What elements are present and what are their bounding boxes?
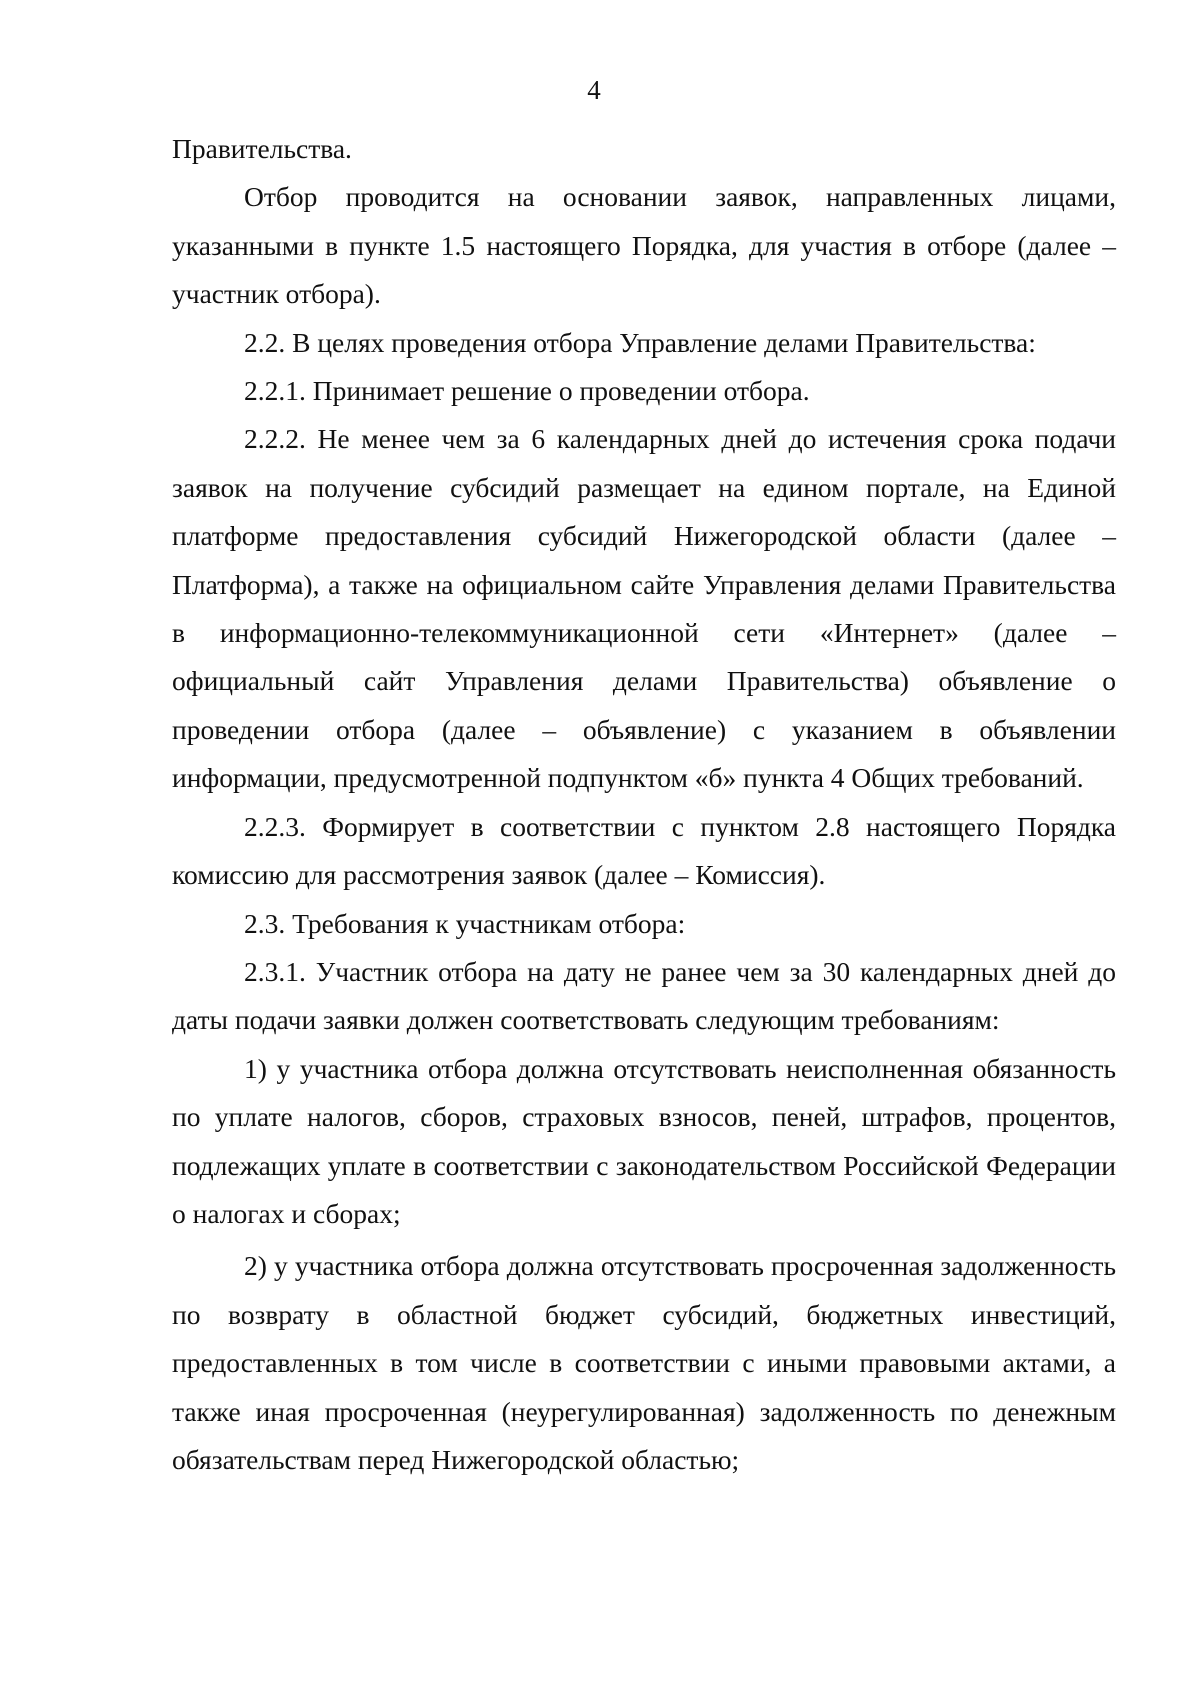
paragraph-2-2-1: 2.2.1. Принимает решение о проведении отбора.	[244, 375, 810, 407]
paragraph-2-2-2: 2.2.2. Не менее чем за 6 календарных дней до истечения срока подачи заявок на получение субсидий размещает на едином портале, на Единой платформе предоставления субсидий Нижегородской области (далее – Платформа), а также на официальном сайте Управления делами Правительства в информационно-телекоммуникационной сети «Интернет» (далее – официальный сайт Управления делами Правительства) объявление о проведении отбора (далее – объявление) с указанием в объявлении информации, предусмотренной подпунктом «б» пункта 4 Общих требований.	[172, 423, 1116, 794]
paragraph-2-3-1: 2.3.1. Участник отбора на дату не ранее чем за 30 календарных дней до даты подачи заявки должен соответствовать следующим требованиям:	[172, 955, 1116, 1036]
document-body	[172, 125, 1116, 1484]
paragraph-2-2-3: 2.2.3. Формирует в соответствии с пунктом 2.8 настоящего Порядка комиссию для рассмотрения заявок (далее – Комиссия).	[172, 810, 1116, 891]
page-number: 4	[587, 75, 601, 105]
list-item-1: 1) у участника отбора должна отсутствовать неисполненная обязанность по уплате налогов, сборов, страховых взносов, пеней, штрафов, процентов, подлежащих уплате в соответствии с законодательством Российской Федерации о налогах и сборах;	[172, 1052, 1116, 1229]
paragraph-2-3: 2.3. Требования к участникам отбора:	[244, 907, 686, 939]
paragraph-continuation: Правительства.	[172, 133, 352, 164]
list-item-2: 2) у участника отбора должна отсутствовать просроченная задолженность по возврату в областной бюджет субсидий, бюджетных инвестиций, предоставленных в том числе в соответствии с иными правовыми актами, а также иная просроченная (неурегулированная) задолженность по денежным обязательствам перед Нижегородской областью;	[172, 1250, 1116, 1475]
paragraph-2-2: 2.2. В целях проведения отбора Управление делами Правительства:	[244, 326, 1036, 358]
paragraph-selection-basis: Отбор проводится на основании заявок, направленных лицами, указанными в пункте 1.5 настоящего Порядка, для участия в отборе (далее – участник отбора).	[172, 181, 1116, 310]
